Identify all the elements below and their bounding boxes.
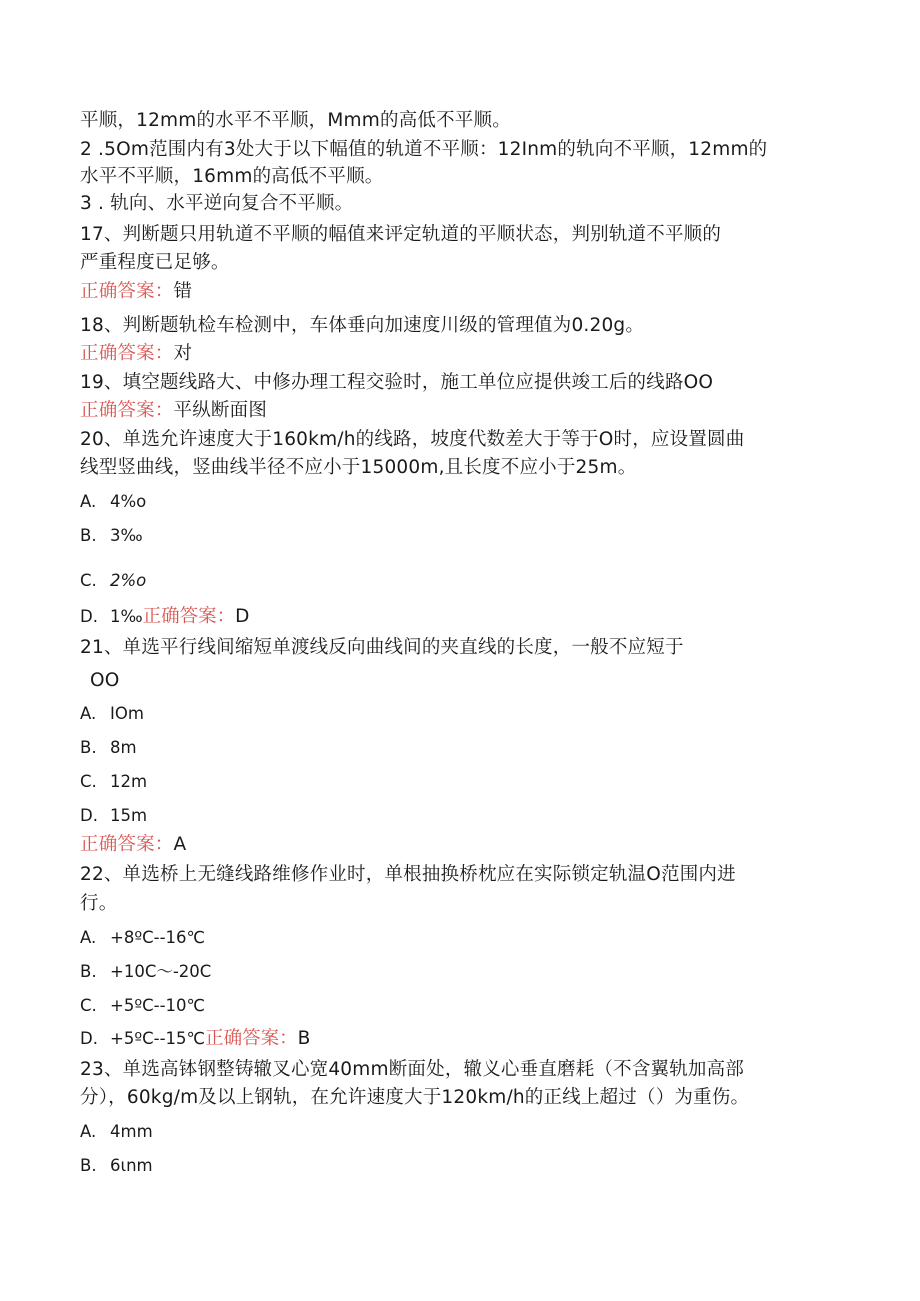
answer-label: 正确答案： <box>142 606 236 627</box>
option-text: 2%o <box>110 571 147 590</box>
question-17-line2: 严重程度已足够。 <box>80 252 230 273</box>
answer-value: B <box>297 1028 311 1049</box>
option-label: B. <box>80 738 97 757</box>
option-label: C. <box>80 571 97 590</box>
text-line: 平顺，12mm的水平不平顺，Mmm的高低不平顺。 <box>80 110 511 131</box>
option-c <box>80 569 146 593</box>
answer-22 <box>205 1028 310 1049</box>
option-a <box>80 490 146 514</box>
option-text: +5ºC--10℃ <box>110 996 206 1015</box>
option-text: 4mm <box>110 1122 153 1141</box>
answer-value: 对 <box>173 343 193 364</box>
option-label: D. <box>80 607 98 626</box>
answer-value: 平纵断面图 <box>173 400 268 421</box>
option-label: B. <box>80 526 97 545</box>
answer-label: 正确答案： <box>80 281 174 302</box>
option-label: A. <box>80 1122 97 1141</box>
answer-label: 正确答案： <box>80 400 174 421</box>
answer-value: D <box>235 606 250 627</box>
option-c <box>80 770 147 794</box>
option-label: D. <box>80 806 98 825</box>
option-d <box>80 605 249 629</box>
option-text: 6ιnm <box>110 1156 153 1175</box>
question-23-line1: 23、单选高钵钢整铸辙叉心宽40mm断面处，辙义心垂直磨耗（不含翼轨加高部 <box>80 1059 745 1080</box>
text-line: 水平不平顺，16mm的高低不平顺。 <box>80 166 384 187</box>
option-text: +5ºC--15℃ <box>110 1029 206 1048</box>
question-18-line1: 18、判断题轨检车检测中，车体垂向加速度川级的管理值为0.20g。 <box>80 315 645 336</box>
option-text: IOm <box>110 704 144 723</box>
option-b <box>80 1154 153 1178</box>
option-label: C. <box>80 996 97 1015</box>
option-text: 4%o <box>110 492 147 511</box>
option-text: 15m <box>110 806 148 825</box>
answer-17 <box>80 279 192 305</box>
answer-label: 正确答案： <box>80 343 174 364</box>
option-label: B. <box>80 962 97 981</box>
option-label: A. <box>80 704 97 723</box>
answer-value: A <box>173 834 187 855</box>
question-19-line1: 19、填空题线路大、中修办理工程交验时，施工单位应提供竣工后的线路OO <box>80 372 714 393</box>
question-21-line2: OO <box>90 670 120 691</box>
question-20-line1: 20、单选允许速度大于160km∕h的线路，坡度代数差大于等于O时，应设置圆曲 <box>80 429 745 450</box>
option-a <box>80 702 144 726</box>
question-17-line1: 17、判断题只用轨道不平顺的幅值来评定轨道的平顺状态，判别轨道不平顺的 <box>80 224 722 245</box>
text-line: 3 . 轨向、水平逆向复合不平顺。 <box>80 193 354 214</box>
option-a <box>80 926 205 950</box>
option-label: A. <box>80 928 97 947</box>
question-22-line2: 行。 <box>80 893 118 914</box>
option-text: +8ºC--16℃ <box>110 928 206 947</box>
answer-value: 错 <box>173 281 193 302</box>
answer-18 <box>80 341 192 367</box>
question-23-line2: 分），60kg∕m及以上钢轨，在允许速度大于120km∕h的正线上超过（）为重伤。 <box>80 1087 750 1108</box>
option-d <box>80 1027 310 1051</box>
option-a <box>80 1120 153 1144</box>
question-20-line2: 线型竖曲线，竖曲线半径不应小于15000m,且长度不应小于25m。 <box>80 457 637 478</box>
option-c <box>80 994 205 1018</box>
option-text: 3‰ <box>110 526 143 545</box>
answer-21 <box>80 832 186 858</box>
answer-label: 正确答案： <box>205 1028 298 1049</box>
option-label: A. <box>80 492 97 511</box>
text-line: 2 .5Om范围内有3处大于以下幅值的轨道不平顺：12Inm的轨向不平顺，12mm的 <box>80 139 768 160</box>
option-label: B. <box>80 1156 97 1175</box>
question-22-line1: 22、单选桥上无缝线路维修作业时，单根抽换桥枕应在实际锁定轨温O范围内进 <box>80 864 736 885</box>
answer-20 <box>143 606 250 627</box>
option-b <box>80 736 137 760</box>
option-text: +10C〜-20C <box>110 962 212 981</box>
answer-label: 正确答案： <box>80 834 174 855</box>
option-b <box>80 960 211 984</box>
question-21-line1: 21、单选平行线间缩短单渡线反向曲线间的夹直线的长度，一般不应短于 <box>80 637 684 658</box>
option-label: D. <box>80 1029 98 1048</box>
option-d <box>80 804 147 828</box>
option-text: 1‰ <box>110 607 143 626</box>
answer-19 <box>80 398 267 424</box>
option-text: 8m <box>110 738 137 757</box>
option-b <box>80 524 143 548</box>
option-text: 12m <box>110 772 148 791</box>
option-label: C. <box>80 772 97 791</box>
